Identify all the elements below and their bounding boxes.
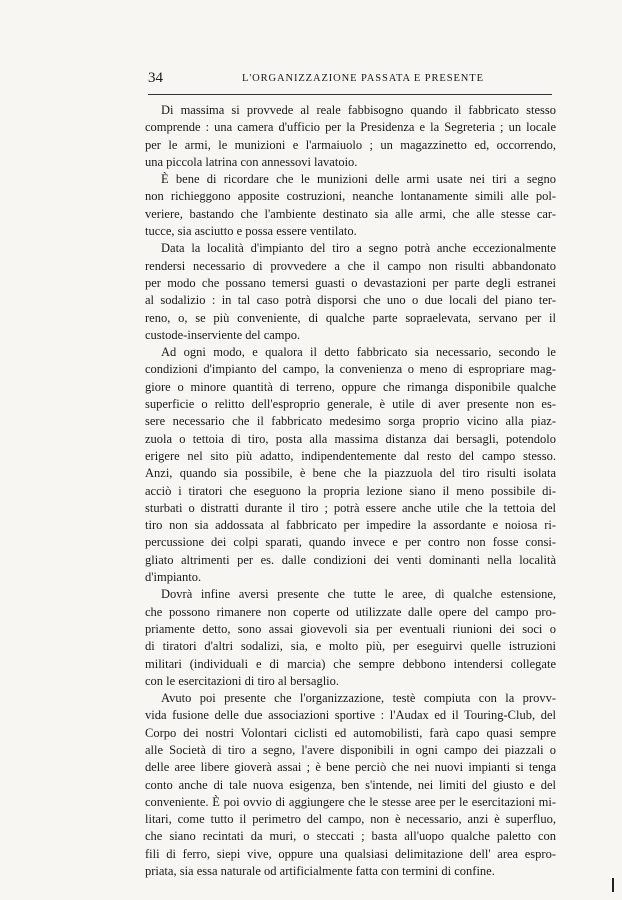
text-line: Anzi, quando sia possibile, è bene che la piazzuola del tiro risulti isolata: [145, 466, 556, 481]
text-line: veriere, bastando che l'ambiente destinato sia alle armi, che alle stesse car-: [145, 206, 556, 221]
text-line: che possono rimanere non coperte od utilizzate dalle opere del campo pro-: [145, 604, 556, 619]
text-line: delle aree libere gioverà assai ; è bene perciò che nei nuovi impianti si tenga: [145, 760, 556, 775]
text-line: sere necessario che il fabbricato medesimo sorga proprio vicino alla piaz-: [145, 414, 556, 429]
text-line: condizioni d'impianto del campo, la convenienza o meno di espropriare mag-: [145, 362, 556, 377]
text-line: alle Società di tiro a segno, l'avere disponibili in ogni campo dei piazzali o: [145, 742, 556, 757]
text-line: per modo che possano temersi guasti o devastazioni per parte degli estranei: [145, 275, 556, 290]
text-line: custode-inserviente del campo.: [145, 327, 301, 342]
page-number: 34: [148, 70, 163, 86]
text-line: per le armi, le munizioni e l'armaiuolo ; un magazzinetto ed, occorrendo,: [145, 137, 556, 152]
text-line: sturbati o distratti durante il tiro ; potrà essere anche utile che la tettoia del: [145, 500, 556, 515]
text-line: Data la località d'impianto del tiro a segno potrà anche eccezionalmente: [161, 241, 556, 256]
text-line: militari (individuali e di marcia) che sempre debbono intendersi collegate: [145, 656, 556, 671]
text-line: al sodalizio : in tal caso potrà disporsi che uno o due locali del piano ter-: [145, 293, 556, 308]
text-line: acciò i tiratori che eseguono la propria lezione siano il meno possibile di-: [145, 483, 556, 498]
text-line: Ad ogni modo, e qualora il detto fabbricato sia necessario, secondo le: [161, 345, 556, 360]
text-line: tucce, sia asciutto e possa essere ventilato.: [145, 224, 357, 239]
text-line: erigere nel sito più adatto, indipendentemente dal resto del campo stesso.: [145, 448, 556, 463]
text-line: Dovrà infine aversi presente che tutte le aree, di qualche estensione,: [161, 587, 556, 602]
text-line: priamente detto, sono assai giovevoli sia per eventuali riunioni dei soci o: [145, 621, 556, 636]
paragraph: [145, 102, 556, 171]
paragraph: [145, 240, 556, 344]
text-line: fili di ferro, siepi vive, oppure una qualsiasi delimitazione dell' area espro-: [145, 846, 556, 861]
text-line: che siano recintati da muri, o steccati ; basta all'uopo qualche paletto con: [145, 829, 556, 844]
body-text: [145, 102, 556, 880]
margin-mark: [612, 878, 614, 892]
text-line: litari, come tutto il perimetro del campo, non è necessario, anzi è superfluo,: [145, 812, 556, 827]
text-line: reno, o, se più conveniente, di qualche parte sopraelevata, servano per il: [145, 310, 556, 325]
text-line: gliato altrimenti per es. dalle condizioni dei venti dominanti nella località: [145, 552, 556, 567]
text-line: di tiratori d'altri sodalizi, sia, e molto più, per eseguirvi quelle istruzioni: [145, 639, 556, 654]
text-line: conveniente. È poi ovvio di aggiungere che le stesse aree per le esercitazioni mi-: [145, 794, 556, 809]
paragraph: [145, 344, 556, 586]
text-line: conto anche di tale nuova esigenza, ben s'intende, nei limiti del giusto e del: [145, 777, 556, 792]
text-line: rendersi necessario di provvedere a che il campo non risulti abbandonato: [145, 258, 556, 273]
header-rule: [148, 94, 552, 95]
text-line: zuola o tettoia di tiro, posta alla massima distanza dai bersagli, potendolo: [145, 431, 556, 446]
text-line: d'impianto.: [145, 570, 202, 585]
text-line: vida fusione delle due associazioni sportive : l'Audax ed il Touring-Club, del: [145, 708, 556, 723]
text-line: non richieggono apposite costruzioni, neanche lontanamente simili alle pol-: [145, 189, 556, 204]
text-line: una piccola latrina con annessovi lavatoio.: [145, 154, 358, 169]
running-title: L'ORGANIZZAZIONE PASSATA E PRESENTE: [242, 73, 484, 84]
text-line: Corpo dei nostri Volontari ciclisti ed automobilisti, farà capo quasi sempre: [145, 725, 556, 740]
text-line: È bene di ricordare che le munizioni delle armi usate nei tiri a segno: [161, 172, 556, 187]
text-line: Di massima si provvede al reale fabbisogno quando il fabbricato stesso: [161, 103, 556, 117]
text-line: percussione dei colpi sparati, quando invece e per contro non fosse consi-: [145, 535, 556, 550]
text-line: comprende : una camera d'ufficio per la Presidenza e la Segreteria ; un locale: [145, 120, 556, 135]
text-line: superficie o relitto dell'esproprio generale, è utile di aver presente non es-: [145, 397, 556, 412]
text-line: giore o minore quantità di terreno, oppure che rimanga disponibile qualche: [145, 379, 556, 394]
paragraph: [145, 171, 556, 240]
text-line: tiro non sia addossata al fabbricato per impedire la assordante e noiosa ri-: [145, 518, 556, 533]
page-header: [148, 70, 546, 90]
text-line: priata, sia essa naturale od artificialmente fatta con termini di confine.: [145, 864, 495, 879]
text-line: con le esercitazioni di tiro al bersaglio.: [145, 673, 340, 688]
paragraph: [145, 690, 556, 880]
text-line: Avuto poi presente che l'organizzazione, testè compiuta con la provv-: [161, 691, 556, 706]
paragraph: [145, 586, 556, 690]
